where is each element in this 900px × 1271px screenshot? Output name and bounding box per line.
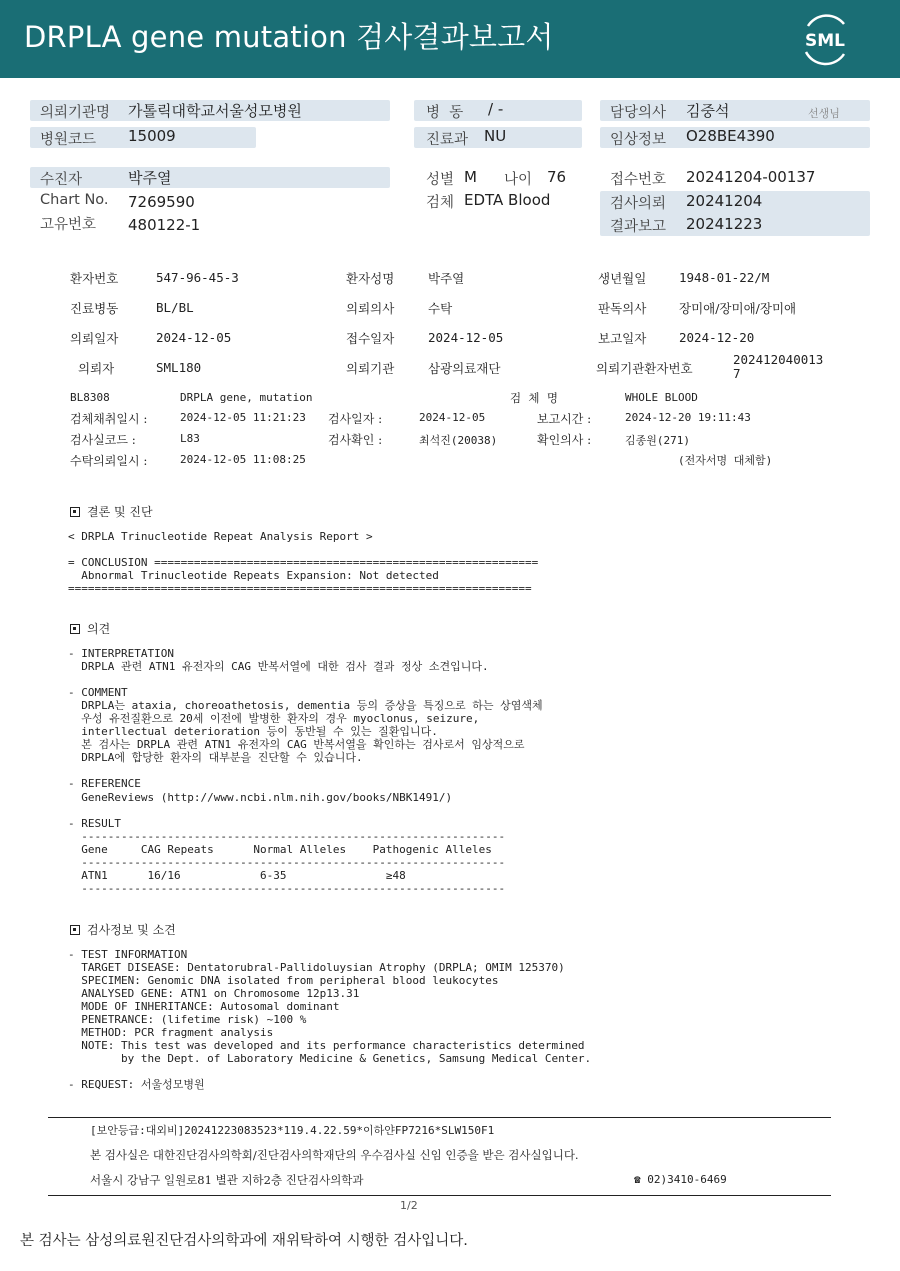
sml-logo	[796, 12, 854, 66]
footer-bottom-rule	[48, 1195, 831, 1196]
reading-doctor-value: 장미애/장미애/장미애	[679, 301, 797, 316]
interpretation-title: - INTERPRETATION	[68, 647, 174, 660]
comment-title: - COMMENT	[68, 686, 128, 699]
specimen-label: 검체	[426, 195, 455, 211]
req-inst-pt-value-2: 7	[733, 366, 741, 381]
opinion-heading-text: 의견	[87, 622, 111, 636]
svg-text:SML: SML	[805, 31, 845, 51]
result-title: - RESULT	[68, 817, 121, 830]
confirm-doc-label: 확인의사 :	[537, 433, 592, 447]
requester-value: SML180	[156, 360, 202, 375]
doctor-suffix: 선생님	[808, 107, 840, 120]
test-name: DRPLA gene, mutation	[180, 391, 313, 404]
comment-line-4: 본 검사는 DRPLA 관련 ATN1 유전자의 CAG 반복서열을 확인하는 검사로서 임상적으로	[68, 738, 525, 751]
age-label: 나이	[504, 172, 533, 188]
unique-id-label: 고유번호	[40, 217, 97, 233]
test-code: BL8308	[70, 391, 110, 404]
test-info-line-3: ANALYSED GENE: ATN1 on Chromosome 12p13.31	[68, 987, 360, 1000]
reading-doctor-label: 판독의사	[598, 301, 647, 316]
comment-line-2: 우성 유전질환으로 20세 이전에 발병한 환자의 경우 myoclonus, seizure,	[68, 712, 480, 725]
section-square-icon	[70, 507, 80, 517]
institution-value: 가톨릭대학교서울성모병원	[128, 102, 302, 120]
confirm-value: 최석진(20038)	[419, 434, 498, 447]
doctor-value: 김중석	[686, 102, 730, 120]
recv-time-value: 2024-12-05 11:08:25	[180, 453, 306, 466]
footer-top-rule	[48, 1117, 831, 1118]
room-value: L83	[180, 432, 200, 445]
conclusion-heading-text: 결론 및 진단	[87, 505, 153, 519]
report-date-label: 결과보고	[610, 219, 667, 235]
patient-value: 박주열	[128, 169, 172, 187]
req-inst-label: 의뢰기관	[346, 361, 395, 376]
test-info-heading	[70, 921, 176, 938]
patient-bar	[30, 167, 390, 188]
department-value: NU	[484, 127, 507, 145]
page-number: 1/2	[400, 1199, 418, 1212]
report-title: DRPLA gene mutation 검사결과보고서	[24, 20, 554, 54]
req-inst-pt-label: 의뢰기관환자번호	[596, 361, 693, 376]
ward-value-2: BL/BL	[156, 300, 194, 315]
specimen-name-label: 검 체 명	[510, 391, 558, 405]
clinical-info-value: O28BE4390	[686, 127, 775, 145]
conclusion-text: Abnormal Trinucleotide Repeats Expansion: Not detected	[68, 569, 439, 582]
sex-value: M	[464, 168, 477, 186]
request-date-label: 검사의뢰	[610, 196, 667, 212]
sex-label: 성별	[426, 172, 455, 188]
bottom-note: 본 검사는 삼성의료원진단검사의학과에 재위탁하여 시행한 검사입니다.	[20, 1233, 468, 1249]
certification-line: 본 검사실은 대한진단검사의학회/진단검사의학재단의 우수검사실 신임 인증을 받은 검사실입니다.	[90, 1148, 579, 1162]
result-header: Gene CAG Repeats Normal Alleles Pathogenic Alleles	[68, 843, 492, 856]
reception-value: 20241204-00137	[686, 168, 816, 186]
confirm-label: 검사확인 :	[328, 433, 383, 447]
result-rule-1: ----------------------------------------------------------------	[68, 830, 506, 843]
age-value: 76	[547, 168, 567, 186]
ward-value: / -	[488, 100, 504, 118]
patient-no-value: 547-96-45-3	[156, 270, 239, 285]
report-time-label: 보고시간 :	[537, 412, 592, 426]
patient-name-value: 박주열	[428, 271, 465, 286]
test-info-line-5: PENETRANCE: (lifetime risk) ~100 %	[68, 1013, 307, 1026]
address-line: 서울시 강남구 일원로81 별관 지하2층 진단검사의학과	[90, 1173, 364, 1187]
reference-text: GeneReviews (http://www.ncbi.nlm.nih.gov/books/NBK1491/)	[68, 791, 453, 804]
conclusion-rule-bottom: ======================================================================	[68, 582, 532, 595]
clinical-info-label: 임상정보	[610, 132, 667, 148]
report-date2-label: 보고일자	[598, 331, 647, 346]
comment-line-3: interllectual deterioration 등이 동반될 수 있는 질환입니다.	[68, 725, 438, 738]
specimen-value: EDTA Blood	[464, 191, 551, 209]
report-date-value: 20241223	[686, 215, 763, 233]
unique-id-value: 480122-1	[128, 216, 201, 234]
report-header-banner	[0, 0, 900, 78]
collect-label: 검체채취일시 :	[70, 412, 148, 426]
recv-date-label: 접수일자	[346, 331, 395, 346]
conclusion-heading	[70, 503, 153, 520]
result-rule-2: ----------------------------------------------------------------	[68, 856, 506, 869]
security-line: [보안등급:대외비]20241223083523*119.4.22.59*이하얀FP7216*SLW150F1	[90, 1124, 495, 1137]
institution-label: 의뢰기관명	[40, 105, 111, 121]
confirm-doc-value: 김종원(271)	[625, 434, 690, 447]
chart-value: 7269590	[128, 193, 195, 211]
dob-label: 생년월일	[598, 271, 647, 286]
esign-note: (전자서명 대체함)	[678, 454, 773, 467]
req-date-label: 의뢰일자	[70, 331, 119, 346]
collect-value: 2024-12-05 11:21:23	[180, 411, 306, 424]
hospital-code-value: 15009	[128, 127, 176, 145]
room-label: 검사실코드 :	[70, 433, 136, 447]
chart-label: Chart No.	[40, 192, 109, 208]
reference-title: - REFERENCE	[68, 777, 141, 790]
comment-line-1: DRPLA는 ataxia, choreoathetosis, dementia 등의 증상을 특징으로 하는 상염색체	[68, 699, 543, 712]
test-info-line-1: TARGET DISEASE: Dentatorubral-Pallidoluysian Atrophy (DRPLA; OMIM 125370)	[68, 961, 565, 974]
test-info-heading-text: 검사정보 및 소견	[87, 923, 176, 937]
specimen-name-value: WHOLE BLOOD	[625, 391, 698, 404]
patient-name-label: 환자성명	[346, 271, 395, 286]
report-title-line: < DRPLA Trinucleotide Repeat Analysis Report >	[68, 530, 373, 543]
conclusion-rule-top: = CONCLUSION ==========================================================	[68, 556, 539, 569]
patient-no-label: 환자번호	[70, 271, 119, 286]
test-date-value: 2024-12-05	[419, 411, 486, 424]
request-date-value: 20241204	[686, 192, 763, 210]
result-row: ATN1 16/16 6-35 ≥48	[68, 869, 406, 882]
recv-date-value: 2024-12-05	[428, 330, 504, 345]
doctor-label: 담당의사	[610, 105, 667, 121]
test-date-label: 검사일자 :	[328, 412, 383, 426]
test-info-line-8: by the Dept. of Laboratory Medicine & Genetics, Samsung Medical Center.	[68, 1052, 592, 1065]
test-info-line-4: MODE OF INHERITANCE: Autosomal dominant	[68, 1000, 340, 1013]
req-doctor-value: 수탁	[428, 301, 453, 316]
section-square-icon	[70, 925, 80, 935]
hospital-code-label: 병원코드	[40, 132, 97, 148]
ward-label: 병 동	[426, 105, 464, 121]
section-square-icon	[70, 624, 80, 634]
reception-label: 접수번호	[610, 172, 667, 188]
interpretation-text: DRPLA 관련 ATN1 유전자의 CAG 반복서열에 대한 검사 결과 정상 소견입니다.	[68, 660, 489, 673]
test-info-line-6: METHOD: PCR fragment analysis	[68, 1026, 274, 1039]
report-time-value: 2024-12-20 19:11:43	[625, 411, 751, 424]
requester-label: 의뢰자	[78, 361, 115, 376]
report-date2-value: 2024-12-20	[679, 330, 755, 345]
req-inst-value: 삼광의료재단	[428, 361, 501, 376]
opinion-heading	[70, 620, 110, 637]
department-label: 진료과	[426, 132, 469, 148]
req-doctor-label: 의뢰의사	[346, 301, 395, 316]
recv-time-label: 수탁의뢰일시 :	[70, 454, 148, 468]
comment-line-5: DRPLA에 합당한 환자의 대부분을 진단할 수 있습니다.	[68, 751, 363, 764]
req-inst-pt-value-1: 202412040013	[733, 352, 824, 367]
request-line: - REQUEST: 서울성모병원	[68, 1078, 205, 1091]
req-date-value: 2024-12-05	[156, 330, 232, 345]
test-info-line-7: NOTE: This test was developed and its performance characteristics determined	[68, 1039, 585, 1052]
ward-label-2: 진료병동	[70, 301, 119, 316]
test-info-title: - TEST INFORMATION	[68, 948, 188, 961]
patient-label: 수진자	[40, 172, 83, 188]
test-info-line-2: SPECIMEN: Genomic DNA isolated from peripheral blood leukocytes	[68, 974, 499, 987]
dob-value: 1948-01-22/M	[679, 270, 770, 285]
phone-line: ☎ 02)3410-6469	[634, 1173, 727, 1186]
result-rule-3: ----------------------------------------------------------------	[68, 882, 506, 895]
